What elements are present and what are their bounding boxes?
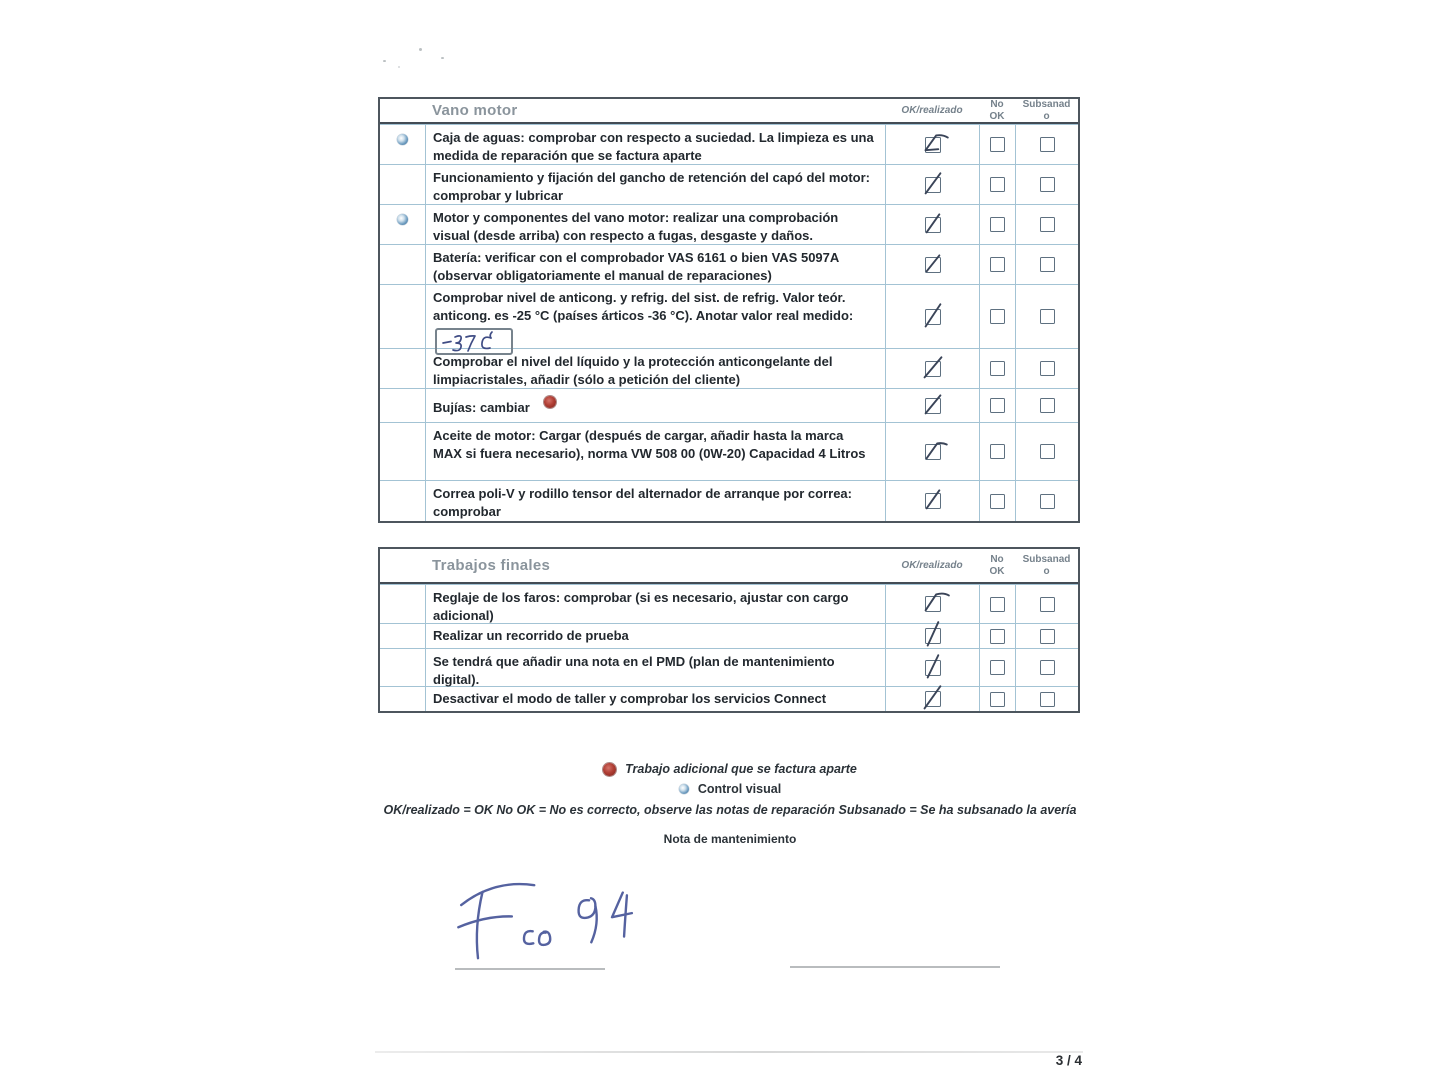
subsanado-checkbox xyxy=(1040,137,1055,152)
subsanado-checkbox xyxy=(1040,494,1055,509)
table-header xyxy=(380,549,1078,584)
task-description: Reglaje de los faros: comprobar (si es necesario, ajustar con cargo adicional) xyxy=(433,590,849,624)
subsanado-checkbox xyxy=(1040,692,1055,707)
no-ok-checkbox xyxy=(990,660,1005,675)
handwritten-signature xyxy=(445,860,670,975)
legend-additional-work: Trabajo adicional que se factura aparte xyxy=(378,762,1082,776)
subsanado-checkbox xyxy=(1040,217,1055,232)
ok-checkmark xyxy=(915,169,951,197)
maintenance-note-title: Nota de mantenimiento xyxy=(663,832,797,846)
subsanado-checkbox xyxy=(1040,660,1055,675)
legend xyxy=(378,762,1082,846)
legend-visual-control: Control visual xyxy=(378,782,1082,796)
task-description: Bujías: cambiar xyxy=(426,389,885,422)
task-description: Motor y componentes del vano motor: realizar una comprobación visual (desde arriba) con respecto a fugas, desgaste y daños. xyxy=(433,210,839,244)
ok-checkmark xyxy=(915,684,951,712)
handwritten-value xyxy=(435,326,511,356)
table-trabajos-finales xyxy=(378,547,1080,713)
task-description: Correa poli-V y rodillo tensor del alternador de arranque por correa: comprobar xyxy=(433,486,852,520)
ok-checkmark xyxy=(915,301,951,329)
no-ok-checkbox xyxy=(990,629,1005,644)
ok-checkmark xyxy=(915,209,951,237)
measured-value-box xyxy=(435,328,513,355)
task-description: Funcionamiento y fijación del gancho de retención del capó del motor: comprobar y lubricar xyxy=(433,170,870,204)
task-description: Batería: verificar con el comprobador VAS 6161 o bien VAS 5097A (observar obligatoriamente el manual de reparaciones) xyxy=(433,250,839,284)
signature-line xyxy=(790,966,1000,968)
no-ok-checkbox xyxy=(990,309,1005,324)
subsanado-checkbox xyxy=(1040,597,1055,612)
scan-speck xyxy=(383,60,386,62)
task-description: Comprobar nivel de anticong. y refrig. del sist. de refrig. Valor teór. anticong. es -25 °C (países árticos -36 °C). Anotar valor real medido: xyxy=(426,285,885,348)
footer-rule xyxy=(375,1051,1083,1053)
table-row xyxy=(380,388,1078,422)
table-row xyxy=(380,422,1078,480)
task-description: Desactivar el modo de taller y comprobar los servicios Connect xyxy=(433,690,827,706)
subsanado-checkbox xyxy=(1040,361,1055,376)
additional-work-icon xyxy=(603,763,616,776)
column-header-subsanado: Subsanado xyxy=(1022,99,1071,122)
table-row xyxy=(380,584,1078,623)
ok-checkmark xyxy=(915,436,951,464)
task-description: Caja de aguas: comprobar con respecto a suciedad. La limpieza es una medida de reparación que se factura aparte xyxy=(433,130,874,164)
signature-text xyxy=(0,0,1,1)
task-description: Comprobar el nivel del líquido y la protección anticongelante del limpiacristales, añadir (sólo a petición del cliente) xyxy=(433,354,833,388)
no-ok-checkbox xyxy=(990,361,1005,376)
no-ok-checkbox xyxy=(990,217,1005,232)
section-title: Trabajos finales xyxy=(432,557,551,574)
column-header-ok: OK/realizado xyxy=(901,560,963,571)
ok-checkmark xyxy=(915,589,951,617)
no-ok-checkbox xyxy=(990,398,1005,413)
task-description: Aceite de motor: Cargar (después de cargar, añadir hasta la marca MAX si fuera necesario), norma VW 508 00 (0W-20) Capacidad 4 Litros xyxy=(433,428,866,462)
ok-checkmark xyxy=(915,486,951,514)
section-title: Vano motor xyxy=(432,102,518,119)
legend-status-definitions: OK/realizado = OK No OK = No es correcto, observe las notas de reparación Subsanado = Se ha subsanado la avería xyxy=(383,803,1077,817)
table-row xyxy=(380,124,1078,164)
task-description: Se tendrá que añadir una nota en el PMD (plan de mantenimiento digital). xyxy=(433,654,835,688)
ok-checkmark xyxy=(915,249,951,277)
signature-line xyxy=(455,968,605,970)
scan-speck xyxy=(419,48,422,51)
control-visual-icon xyxy=(397,134,408,145)
no-ok-checkbox xyxy=(990,137,1005,152)
page-number: 3 / 4 xyxy=(1055,1053,1082,1068)
no-ok-checkbox xyxy=(990,257,1005,272)
control-visual-icon xyxy=(397,214,408,225)
table-vano-motor xyxy=(378,97,1080,523)
subsanado-checkbox xyxy=(1040,177,1055,192)
table-row xyxy=(380,480,1078,521)
subsanado-checkbox xyxy=(1040,398,1055,413)
column-header-ok: OK/realizado xyxy=(901,105,963,116)
task-description: Realizar un recorrido de prueba xyxy=(433,627,629,643)
ok-checkmark xyxy=(915,390,951,418)
subsanado-checkbox xyxy=(1040,257,1055,272)
table-row xyxy=(380,204,1078,244)
control-visual-icon xyxy=(679,784,689,794)
table-header xyxy=(380,99,1078,124)
scan-speck xyxy=(398,66,400,68)
table-row xyxy=(380,164,1078,204)
no-ok-checkbox xyxy=(990,444,1005,459)
column-header-no-ok: No OK xyxy=(989,99,1005,122)
ok-checkmark xyxy=(915,353,951,381)
table-row xyxy=(380,648,1078,686)
no-ok-checkbox xyxy=(990,597,1005,612)
table-row xyxy=(380,623,1078,648)
column-header-subsanado: Subsanado xyxy=(1022,554,1071,577)
column-header-no-ok: No OK xyxy=(989,554,1005,577)
scan-speck xyxy=(441,57,444,59)
ok-checkmark xyxy=(915,652,951,680)
no-ok-checkbox xyxy=(990,177,1005,192)
table-row xyxy=(380,686,1078,711)
ok-checkmark xyxy=(915,129,951,157)
table-row xyxy=(380,284,1078,348)
no-ok-checkbox xyxy=(990,494,1005,509)
subsanado-checkbox xyxy=(1040,444,1055,459)
additional-work-icon xyxy=(544,396,556,408)
subsanado-checkbox xyxy=(1040,309,1055,324)
table-row xyxy=(380,244,1078,284)
subsanado-checkbox xyxy=(1040,629,1055,644)
ok-checkmark xyxy=(915,621,951,649)
no-ok-checkbox xyxy=(990,692,1005,707)
